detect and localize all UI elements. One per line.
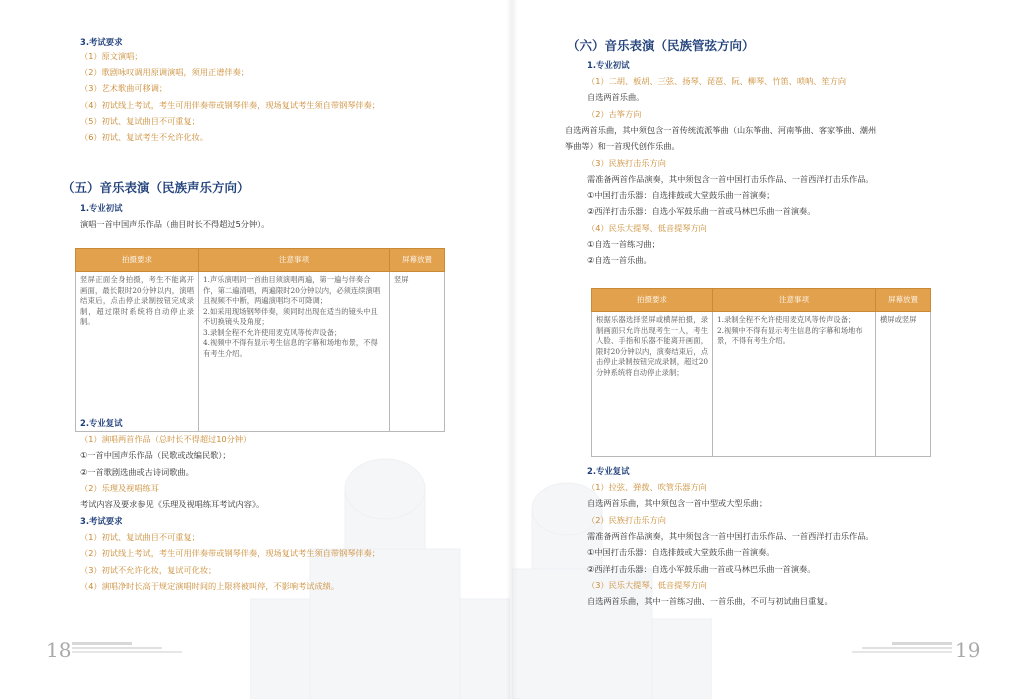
page-number-right: 19 xyxy=(955,638,981,662)
page-number-left: 18 xyxy=(46,638,72,662)
subheading: 3.考试要求 xyxy=(80,37,123,47)
list-item: （1）初试、复试曲目不可重复； xyxy=(80,532,200,542)
list-item: （1）原文演唱； xyxy=(80,51,143,61)
list-item: （4）演唱净时长高于规定演唱时间的上限将被叫停，不影响考试成绩。 xyxy=(80,580,340,591)
requirements-table xyxy=(591,288,931,457)
list-item: （1）拉弦、弹拨、吹管乐器方向 xyxy=(587,482,707,492)
table-header: 屏幕放置 xyxy=(390,249,445,272)
school-mark-left xyxy=(72,642,182,653)
table-cell: 1.声乐演唱同一首曲目须演唱两遍，第一遍与伴奏合作，第二遍清唱，两遍限时20分钟以内，必须连续演唱且视频不中断，两遍演唱均不可降调； 2.如采用现场钢琴伴奏，须同时出现在适当的镜头中且不切换镜头及角度； 3.录制全程不允许使用麦克风等传声设备； 4.视频中不得有显示考生信息的字幕和场地布景，不得有考生介绍。 xyxy=(199,272,390,432)
subheading: 3.考试要求 xyxy=(80,516,123,526)
table-cell: 竖屏正面全身拍摄，考生不能离开画面，最长限时20分钟以内，演唱结束后，点击停止录制按钮完成录制，超过限时系统将自动停止录制。 xyxy=(76,272,199,432)
list-item: ①中国打击乐器：自选排鼓或大堂鼓乐曲一首演奏。 xyxy=(587,547,775,558)
list-item: 需准备两首作品演奏，其中须包含一首中国打击乐作品、一首西洋打击乐作品。 xyxy=(587,173,874,184)
list-item: （4）民乐大提琴、低音提琴方向 xyxy=(587,222,707,233)
list-item: （3）初试不允许化妆，复试可化妆； xyxy=(80,564,217,575)
list-item: ②一首歌剧选曲或古诗词歌曲。 xyxy=(80,466,194,477)
list-item: ②自选一首乐曲。 xyxy=(587,255,652,266)
list-item: 自选两首乐曲，其中须包含一首传统流派筝曲（山东筝曲、河南筝曲、客家筝曲、潮州 xyxy=(565,124,877,135)
table-header: 注意事项 xyxy=(199,249,390,272)
table-cell: 1.录制全程不允许使用麦克风等传声设备； 2.视频中不得有显示考生信息的字幕和场地布景，不得有考生介绍。 xyxy=(713,312,876,457)
list-item: （1）二胡、板胡、三弦、扬琴、琵琶、阮、柳琴、竹笛、唢呐、笙方向 xyxy=(587,76,847,86)
list-item: （2）民族打击乐方向 xyxy=(587,514,666,525)
table-header: 拍摄要求 xyxy=(592,289,713,312)
list-item: （3）民族打击乐方向 xyxy=(587,157,666,168)
requirements-table xyxy=(75,248,445,432)
table-cell: 根据乐器选择竖屏或横屏拍摄，录制画面只允许出现考生一人，考生人脸、手指和乐器不能离开画面，限时20分钟以内，演奏结束后，点击停止录制按钮完成录制，超过20分钟系统将自动停止录制； xyxy=(592,312,713,457)
subheading: 2.专业复试 xyxy=(80,418,123,428)
section-title: （五）音乐表演（民族声乐方向） xyxy=(62,180,250,195)
list-item: 需准备两首作品演奏，其中须包含一首中国打击乐作品、一首西洋打击乐作品。 xyxy=(587,530,874,541)
table-header: 注意事项 xyxy=(713,289,876,312)
list-item: （2）初试线上考试，考生可用伴奏带或钢琴伴奏，现场复试考生须自带钢琴伴奏； xyxy=(80,548,380,559)
list-item: 考试内容及要求参见《乐理及视唱练耳考试内容》。 xyxy=(80,499,265,510)
table-cell: 横屏或竖屏 xyxy=(876,312,931,457)
table-header: 拍摄要求 xyxy=(76,249,199,272)
section-title: （六）音乐表演（民族管弦方向） xyxy=(567,38,755,53)
subheading: 2.专业复试 xyxy=(587,466,630,476)
list-item: （3）民乐大提琴、低音提琴方向 xyxy=(587,579,707,590)
subheading: 1.专业初试 xyxy=(587,60,630,70)
list-item: （4）初试线上考试，考生可用伴奏带或钢琴伴奏，现场复试考生须自带钢琴伴奏； xyxy=(80,99,380,110)
list-item: 自选两首乐曲，其中须包含一首中型或大型乐曲； xyxy=(587,498,768,509)
table-header: 屏幕放置 xyxy=(876,289,931,312)
list-item: 自选两首乐曲。 xyxy=(587,92,645,103)
list-item: ①一首中国声乐作品（民歌或改编民歌）； xyxy=(80,450,231,461)
list-item: ②西洋打击乐器：自选小军鼓乐曲一首或马林巴乐曲一首演奏。 xyxy=(587,563,816,574)
list-item: （5）初试、复试曲目不可重复； xyxy=(80,115,200,126)
list-item: 筝曲等）和一首现代创作乐曲。 xyxy=(565,141,680,152)
list-item: （6）初试、复试考生不允许化妆。 xyxy=(80,132,209,142)
list-item: ①中国打击乐器：自选排鼓或大堂鼓乐曲一首演奏； xyxy=(587,190,775,201)
table-cell: 竖屏 xyxy=(390,272,445,432)
list-item: （2）乐理及视唱练耳 xyxy=(80,482,159,493)
list-item: ②西洋打击乐器：自选小军鼓乐曲一首或马林巴乐曲一首演奏。 xyxy=(587,206,816,217)
subheading: 1.专业初试 xyxy=(80,203,123,213)
list-item: （1）演唱两首作品（总时长不得超过10分钟） xyxy=(80,434,252,444)
list-item: 自选两首乐曲，其中一首练习曲、一首乐曲，不可与初试曲目重复。 xyxy=(587,596,833,607)
list-item: ①自选一首练习曲； xyxy=(587,239,660,249)
body-text: 演唱一首中国声乐作品（曲目时长不得超过5分钟）。 xyxy=(80,219,270,229)
list-item: （2）歌剧咏叹调用原调演唱，须用正谱伴奏； xyxy=(80,67,249,78)
school-mark-right xyxy=(852,642,952,653)
right-page xyxy=(512,0,1024,699)
list-item: （2）古筝方向 xyxy=(587,108,642,119)
list-item: （3）艺术歌曲可移调； xyxy=(80,83,168,94)
